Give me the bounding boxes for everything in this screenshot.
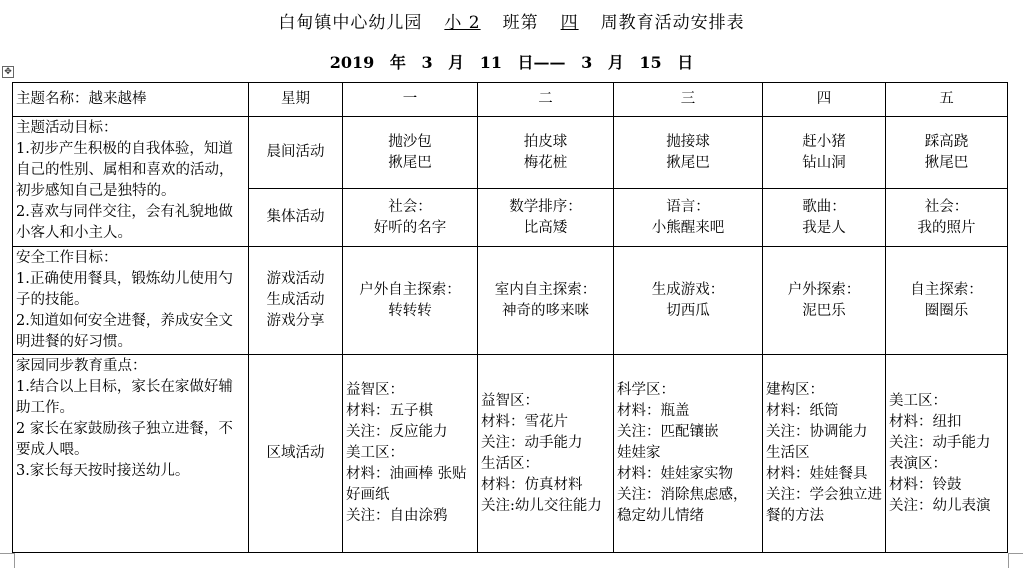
games-cell: 自主探索： 圈圈乐 <box>886 247 1008 355</box>
page-corner-mark <box>0 553 15 568</box>
games-cell: 户外探索： 泥巴乐 <box>763 247 886 355</box>
morning-cell: 踩高跷 揪尾巴 <box>886 117 1008 189</box>
group-cell: 社会： 好听的名字 <box>343 189 478 247</box>
group-cell: 社会： 我的照片 <box>886 189 1008 247</box>
areas-label: 区域活动 <box>249 355 343 553</box>
morning-label: 晨间活动 <box>249 117 343 189</box>
week-number: 四 <box>560 13 579 33</box>
schedule-table <box>12 82 1008 553</box>
areas-cell: 科学区： 材料：瓶盖 关注：匹配镶嵌 娃娃家 材料：娃娃家实物 关注：消除焦虑感，稳定幼儿情绪 <box>614 355 763 553</box>
games-label: 游戏活动 生成活动 游戏分享 <box>249 247 343 355</box>
theme-goals-cell: 主题活动目标： 1.初步产生积极的自我体验，知道自己的性别、属相和喜欢的活动，初步感知自己是独特的。 2.喜欢与同伴交往，会有礼貌地做小客人和小主人。 <box>13 117 249 247</box>
areas-row <box>13 355 1008 553</box>
day-header-wed: 三 <box>614 83 763 117</box>
group-cell: 歌曲： 我是人 <box>763 189 886 247</box>
games-cell: 室内自主探索： 神奇的哆来咪 <box>478 247 614 355</box>
areas-cell: 益智区： 材料：五子棋 关注：反应能力 美工区： 材料：油画棒 张贴好画纸 关注：自由涂鸦 <box>343 355 478 553</box>
morning-cell: 抛沙包 揪尾巴 <box>343 117 478 189</box>
school-name: 白甸镇中心幼儿园 <box>278 13 423 33</box>
date-range: 2019 年 3 月 11 日—— 3 月 15 日 <box>329 53 694 72</box>
group-cell: 数学排序： 比高矮 <box>478 189 614 247</box>
day-header-mon: 一 <box>343 83 478 117</box>
day-header-thu: 四 <box>763 83 886 117</box>
home-goals-cell: 家园同步教育重点： 1.结合以上目标，家长在家做好辅助工作。 2 家长在家鼓励孩子独立进餐，不要成人喂。 3.家长每天按时接送幼儿。 <box>13 355 249 553</box>
day-header-tue: 二 <box>478 83 614 117</box>
areas-cell: 美工区： 材料：纽扣 关注：动手能力 表演区： 材料：铃鼓 关注：幼儿表演 <box>886 355 1008 553</box>
page-corner-mark <box>1008 553 1023 568</box>
morning-cell: 抛接球 揪尾巴 <box>614 117 763 189</box>
class-name: 小 2 <box>444 13 481 33</box>
title-mid: 班第 <box>502 13 539 33</box>
group-cell: 语言： 小熊醒来吧 <box>614 189 763 247</box>
document-title <box>0 8 1023 33</box>
title-suffix: 周教育活动安排表 <box>600 13 745 33</box>
day-header-fri: 五 <box>886 83 1008 117</box>
areas-cell: 建构区： 材料：纸筒 关注：协调能力 生活区 材料：娃娃餐具 关注：学会独立进餐的方法 <box>763 355 886 553</box>
games-cell: 生成游戏： 切西瓜 <box>614 247 763 355</box>
theme-name-cell: 主题名称：越来越棒 <box>13 83 249 117</box>
group-label: 集体活动 <box>249 189 343 247</box>
areas-cell: 益智区： 材料：雪花片 关注：动手能力 生活区： 材料：仿真材料 关注:幼儿交往能力 <box>478 355 614 553</box>
table-move-handle-icon[interactable]: ✥ <box>2 66 14 78</box>
games-cell: 户外自主探索： 转转转 <box>343 247 478 355</box>
header-row <box>13 83 1008 117</box>
morning-row <box>13 117 1008 189</box>
morning-cell: 赶小猪 钻山洞 <box>763 117 886 189</box>
games-row <box>13 247 1008 355</box>
weekday-header: 星期 <box>249 83 343 117</box>
safety-goals-cell: 安全工作目标： 1.正确使用餐具，锻炼幼儿使用勺子的技能。 2.知道如何安全进餐，养成安全文明进餐的好习惯。 <box>13 247 249 355</box>
morning-cell: 拍皮球 梅花桩 <box>478 117 614 189</box>
